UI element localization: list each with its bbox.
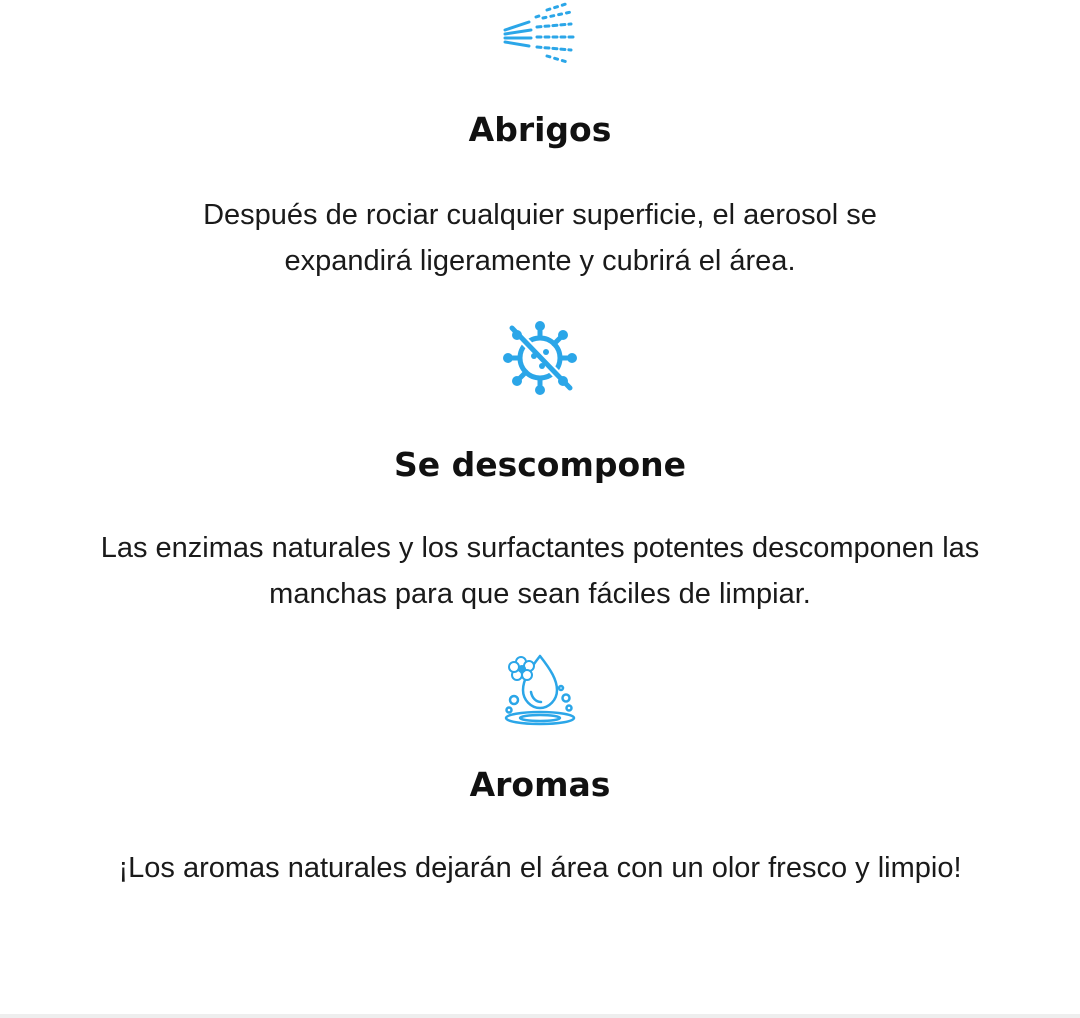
spray-icon xyxy=(495,0,585,70)
feature-se-descompone xyxy=(0,316,1080,617)
feature-description: Después de rociar cualquier superficie, el aerosol se expandirá ligeramente y cubrirá el área. xyxy=(203,199,877,277)
feature-title: Aromas xyxy=(469,765,611,804)
feature-aromas xyxy=(0,648,1080,891)
feature-abrigos xyxy=(0,0,1080,284)
feature-title: Se descompone xyxy=(393,445,687,484)
no-germs-icon xyxy=(498,316,582,400)
feature-title: Abrigos xyxy=(468,110,612,149)
feature-description: Las enzimas naturales y los surfactantes potentes descomponen las manchas para que sean fáciles de limpiar. xyxy=(100,532,980,610)
feature-description: ¡Los aromas naturales dejarán el área con un olor fresco y limpio! xyxy=(118,852,962,884)
fragrance-drop-icon xyxy=(495,648,585,728)
bottom-divider xyxy=(0,1014,1080,1018)
